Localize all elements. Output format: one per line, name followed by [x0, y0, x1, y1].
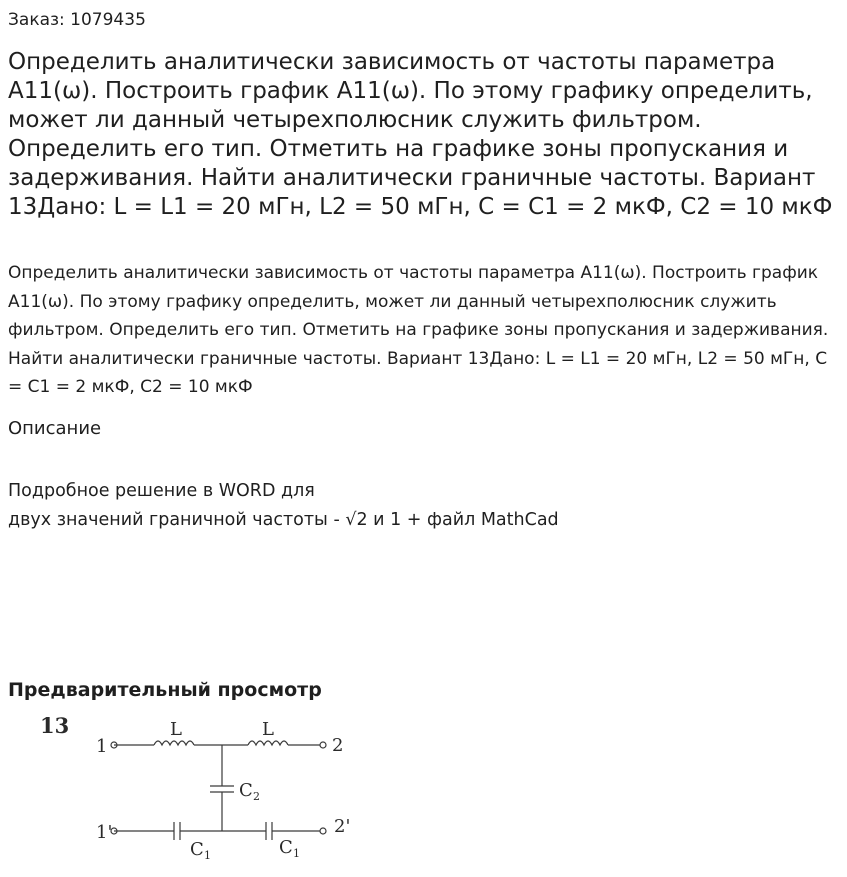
preview-heading: Предварительный просмотр [8, 679, 322, 701]
description-heading: Описание [8, 418, 102, 439]
description-line-2: двух значений граничной частоты - √2 и 1 + файл MathCad [8, 510, 559, 530]
inductor-left-label: L [170, 719, 182, 740]
node-2prime-label: 2' [334, 816, 351, 837]
preview-circuit-image [30, 708, 390, 868]
inductor-right-label: L [262, 719, 274, 740]
order-number: Заказ: 1079435 [8, 10, 146, 30]
task-body-text: Определить аналитически зависимость от частоты параметра А11(ω). Построить график А11(ω). По этому графику определить, может ли данный четырехполюсник служить фильтром. Определить его тип. Отметить на графике зоны пропускания и задерживания. Найти аналитически граничные частоты. Вариант 13Дано: L = L1 = 20 мГн, L2 = 50 мГн, C = C1 = 2 мкФ, C2 = 10 мкФ [8, 263, 829, 398]
capacitor-c1-right-subscript: 1 [293, 847, 300, 860]
task-title: Определить аналитически зависимость от частоты параметра А11(ω). Построить график А11(ω). По этому графику определить, может ли данный четырехполюсник служить фильтром. Определить его тип. Отметить на графике зоны пропускания и задерживания. Найти аналитически граничные частоты. Вариант 13Дано: L = L1 = 20 мГн, L2 = 50 мГн, C = C1 = 2 мкФ, C2 = 10 мкФ [8, 49, 833, 220]
description-line-1: Подробное решение в WORD для [8, 481, 315, 501]
capacitor-c1-left-subscript: 1 [204, 849, 211, 862]
capacitor-c2-subscript: 2 [253, 790, 260, 803]
variant-number: 13 [40, 713, 70, 738]
capacitor-c2-label: C [239, 780, 253, 801]
node-1-label: 1 [96, 736, 108, 757]
node-2-label: 2 [332, 735, 344, 756]
node-1prime-label: 1' [96, 822, 113, 843]
capacitor-c1-left-label: C [190, 839, 204, 860]
circuit-diagram [30, 708, 390, 868]
capacitor-c1-right-label: C [279, 837, 293, 858]
